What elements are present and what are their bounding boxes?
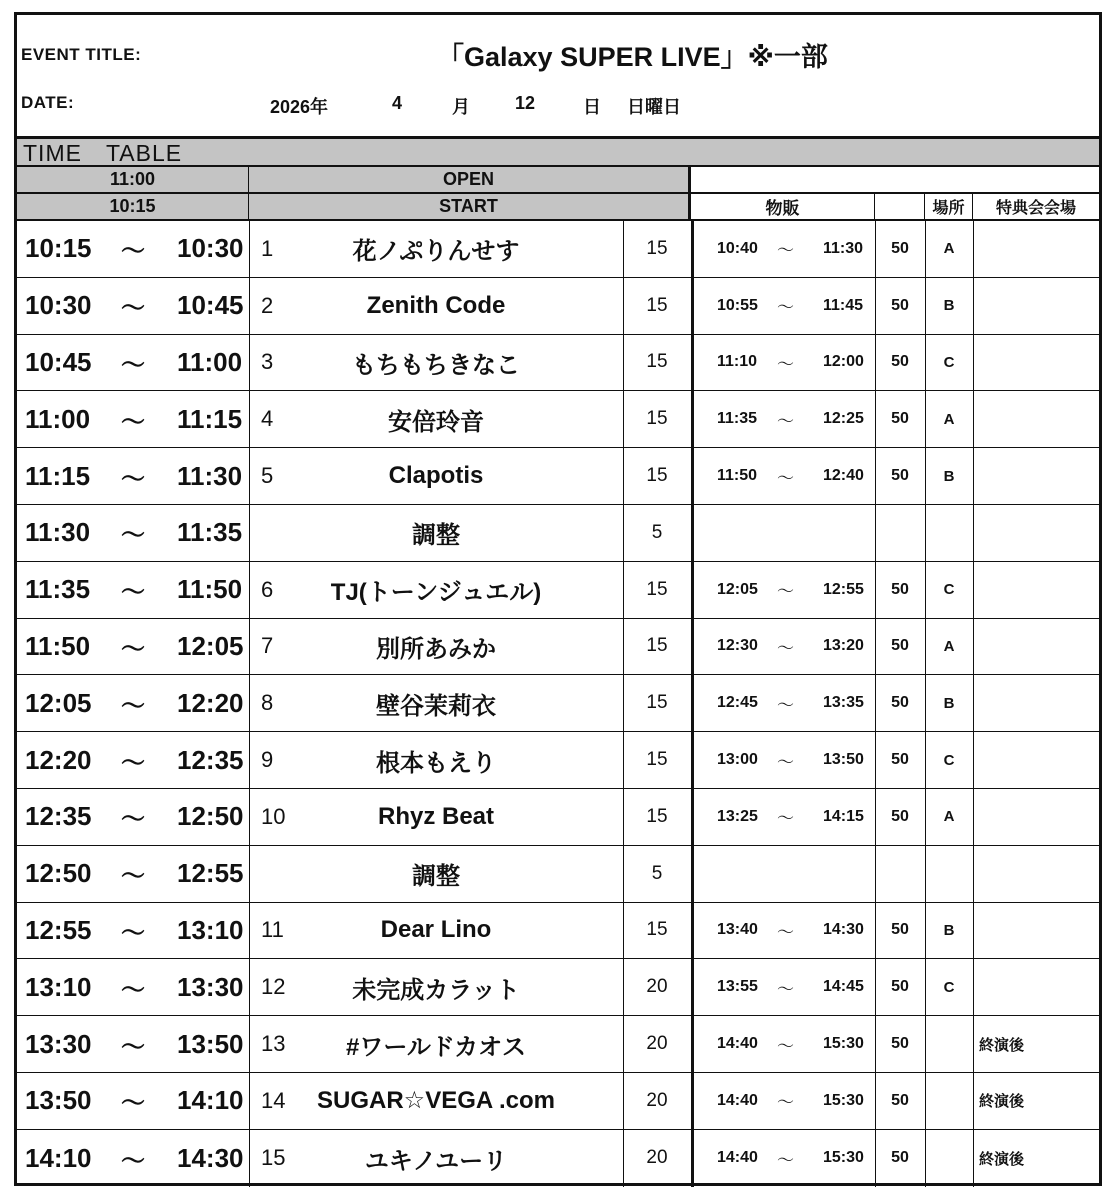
merch-separator: ～: [777, 241, 794, 261]
merch-end-time: 14:15: [823, 807, 864, 825]
merch-end-time: 15:30: [823, 1035, 864, 1053]
slot-end-time: 11:00: [177, 346, 243, 377]
act-name: #ワールドカオス: [346, 1033, 526, 1061]
merch-location: C: [943, 978, 955, 996]
slot-start-time: 12:50: [25, 858, 92, 889]
slot-end-time: 12:35: [177, 744, 244, 775]
slot-separator: ～: [121, 635, 145, 663]
merch-end-time: 15:30: [823, 1149, 864, 1167]
slot-start-time: 11:50: [25, 630, 91, 661]
act-name: SUGAR☆VEGA .com: [317, 1087, 555, 1115]
slot-end-time: 11:30: [177, 460, 243, 491]
merch-location: [925, 505, 973, 561]
slot-duration: 15: [646, 805, 668, 827]
date-month-unit: 月: [452, 97, 470, 117]
merch-end-time: 11:30: [823, 239, 864, 257]
table-row: [17, 789, 1099, 846]
merch-location: A: [943, 637, 955, 655]
merch-location: [925, 1016, 973, 1072]
slot-start-time: 11:00: [25, 403, 91, 434]
slot-duration: 20: [646, 1147, 668, 1169]
slot-duration: 20: [646, 1089, 668, 1111]
merch-start-time: 13:55: [717, 978, 758, 996]
slot-duration: 15: [646, 351, 668, 373]
merch-minutes: 50: [891, 637, 909, 655]
slot-start-time: 12:55: [25, 914, 92, 945]
act-name: 未完成カラット: [352, 976, 520, 1004]
act-name: TJ(トーンジュエル): [330, 579, 542, 607]
slot-duration: 15: [646, 408, 668, 430]
slot-duration: 15: [646, 692, 668, 714]
slot-separator: ～: [121, 806, 145, 834]
merch-end-time: 13:35: [823, 694, 864, 712]
merch-minutes: 50: [891, 1035, 909, 1053]
slot-separator: ～: [121, 1090, 145, 1118]
slot-start-time: 12:20: [25, 744, 92, 775]
merch-separator: ～: [777, 638, 794, 658]
table-row: [17, 619, 1099, 676]
table-row: [17, 278, 1099, 335]
slot-start-time: 10:45: [25, 346, 92, 377]
table-row: [17, 846, 1099, 903]
act-name: 安倍玲音: [388, 408, 484, 436]
slot-duration: 20: [646, 1033, 668, 1055]
merch-end-time: 14:45: [823, 978, 864, 996]
merch-start-time: 10:40: [717, 239, 758, 257]
act-name: Dear Lino: [380, 916, 492, 944]
date-label: DATE:: [21, 93, 75, 112]
act-number: 11: [261, 917, 284, 943]
merch-minutes: 50: [891, 921, 909, 939]
merch-end-time: 11:45: [823, 296, 864, 314]
merch-start-time: 13:40: [717, 921, 758, 939]
slot-end-time: 14:10: [177, 1085, 244, 1116]
slot-separator: ～: [121, 579, 145, 607]
slot-separator: ～: [121, 749, 145, 777]
merch-end-time: 14:30: [823, 921, 864, 939]
merch-end-time: 12:00: [823, 353, 864, 371]
merch-location: [925, 1130, 973, 1187]
act-number: 1: [261, 235, 274, 261]
act-name: ユキノユーリ: [364, 1147, 508, 1175]
merch-location: C: [943, 751, 955, 769]
slot-duration: 15: [646, 465, 668, 487]
merch-start-time: 14:40: [717, 1149, 758, 1167]
act-number: 13: [261, 1031, 286, 1057]
merch-separator: ～: [777, 752, 794, 772]
slot-end-time: 11:35: [177, 517, 243, 548]
merch-minutes: 50: [891, 353, 909, 371]
act-number: 4: [261, 406, 274, 432]
merch-start-time: 11:50: [717, 467, 758, 485]
merch-minutes: 50: [891, 580, 909, 598]
merch-minutes: 50: [891, 1091, 909, 1109]
merch-minutes: 50: [891, 751, 909, 769]
merch-location: [925, 1073, 973, 1129]
event-title: 「Galaxy SUPER LIVE」※一部: [437, 42, 828, 72]
slot-end-time: 13:50: [177, 1028, 244, 1059]
act-name: Rhyz Beat: [377, 802, 495, 830]
act-name: 調整: [412, 522, 460, 550]
slot-duration: 5: [651, 862, 663, 884]
act-name: 壁谷茉莉衣: [376, 692, 496, 720]
merch-minutes: 50: [891, 807, 909, 825]
merch-separator: ～: [777, 582, 794, 602]
timetable-label: TIME TABLE: [17, 139, 1099, 167]
merch-start-time: 12:30: [717, 637, 758, 655]
table-row: [17, 675, 1099, 732]
open-time: 11:00: [17, 167, 249, 192]
merch-location: B: [943, 694, 955, 712]
table-row: [17, 562, 1099, 619]
slot-end-time: 13:10: [177, 914, 244, 945]
merch-start-time: 11:35: [717, 410, 758, 428]
timetable-rows: [17, 221, 1099, 1183]
merch-location: C: [943, 353, 955, 371]
merch-location: A: [943, 240, 955, 258]
merch-location: B: [943, 921, 955, 939]
slot-duration: 15: [646, 237, 668, 259]
act-number: 7: [261, 633, 274, 659]
act-name: Clapotis: [388, 462, 484, 490]
merch-separator: ～: [777, 354, 794, 374]
act-number: 2: [261, 292, 274, 318]
slot-start-time: 13:10: [25, 971, 92, 1002]
merch-minutes: 50: [891, 1149, 909, 1167]
merch-minutes-header: [875, 194, 925, 219]
benefit-venue-note: 終演後: [979, 1093, 1025, 1111]
act-number: 14: [261, 1087, 286, 1113]
act-number: 3: [261, 349, 274, 375]
slot-separator: ～: [121, 1147, 145, 1175]
open-label: OPEN: [249, 167, 691, 192]
act-number: 9: [261, 747, 274, 773]
table-row: [17, 1073, 1099, 1130]
merch-separator: ～: [777, 468, 794, 488]
table-row: [17, 221, 1099, 278]
merch-end-time: 12:40: [823, 467, 864, 485]
act-number: 15: [261, 1145, 286, 1171]
merch-start-time: 13:00: [717, 751, 758, 769]
merch-minutes: 50: [891, 467, 909, 485]
table-row: [17, 959, 1099, 1016]
merch-separator: ～: [777, 695, 794, 715]
act-name: 根本もえり: [376, 749, 496, 777]
slot-duration: 15: [646, 635, 668, 657]
timetable-sheet: [14, 12, 1102, 1186]
benefit-venue-note: 終演後: [979, 1036, 1025, 1054]
slot-separator: ～: [121, 238, 145, 266]
merch-separator: ～: [777, 298, 794, 318]
slot-end-time: 10:45: [177, 290, 244, 321]
merch-minutes: 50: [891, 978, 909, 996]
merch-start-time: 14:40: [717, 1091, 758, 1109]
merch-start-time: 12:45: [717, 694, 758, 712]
merch-location: A: [943, 410, 955, 428]
slot-separator: ～: [121, 692, 145, 720]
location-header: 場所: [925, 194, 973, 219]
slot-duration: 15: [646, 749, 668, 771]
slot-duration: 5: [651, 521, 663, 543]
merch-minutes: [875, 846, 925, 902]
merch-header: 物販: [691, 194, 875, 219]
slot-end-time: 12:20: [177, 687, 244, 718]
event-header: [17, 15, 1099, 139]
merch-minutes: 50: [891, 296, 909, 314]
merch-minutes: [875, 505, 925, 561]
act-name: 調整: [412, 863, 460, 891]
event-title-label: EVENT TITLE:: [21, 45, 142, 64]
merch-separator: ～: [777, 411, 794, 431]
merch-start-time: 12:05: [717, 580, 758, 598]
slot-start-time: 10:30: [25, 290, 92, 321]
merch-separator: ～: [777, 922, 794, 942]
act-name: Zenith Code: [366, 291, 506, 319]
open-row: [17, 167, 1099, 194]
table-row: [17, 448, 1099, 505]
slot-start-time: 14:10: [25, 1142, 92, 1173]
act-name: 花ノぷりんせす: [352, 238, 520, 266]
merch-start-time: 10:55: [717, 296, 758, 314]
slot-duration: 15: [646, 578, 668, 600]
slot-start-time: 11:35: [25, 574, 91, 605]
table-row: [17, 732, 1099, 789]
act-number: 10: [261, 803, 286, 829]
slot-separator: ～: [121, 522, 145, 550]
table-row: [17, 505, 1099, 562]
merch-start-time: 14:40: [717, 1035, 758, 1053]
slot-start-time: 12:35: [25, 801, 92, 832]
merch-end-time: 12:55: [823, 580, 864, 598]
date-year: 2026年: [270, 97, 329, 117]
slot-start-time: 11:30: [25, 517, 91, 548]
slot-separator: ～: [121, 351, 145, 379]
slot-start-time: 11:15: [25, 460, 91, 491]
merch-minutes: 50: [891, 410, 909, 428]
slot-separator: ～: [121, 976, 145, 1004]
slot-end-time: 12:55: [177, 858, 244, 889]
table-row: [17, 1130, 1099, 1187]
merch-location: B: [943, 297, 955, 315]
slot-end-time: 12:50: [177, 801, 244, 832]
slot-start-time: 13:50: [25, 1085, 92, 1116]
merch-location: [925, 846, 973, 902]
merch-separator: ～: [777, 1093, 794, 1113]
slot-separator: ～: [121, 1033, 145, 1061]
slot-separator: ～: [121, 408, 145, 436]
act-number: 8: [261, 690, 274, 716]
slot-end-time: 12:05: [177, 630, 244, 661]
slot-end-time: 14:30: [177, 1142, 244, 1173]
slot-end-time: 13:30: [177, 971, 244, 1002]
slot-end-time: 11:15: [177, 403, 243, 434]
merch-end-time: 13:20: [823, 637, 864, 655]
start-time: 10:15: [17, 194, 249, 219]
slot-separator: ～: [121, 465, 145, 493]
date-day-unit: 日: [583, 97, 601, 117]
merch-start-time: 13:25: [717, 807, 758, 825]
slot-separator: ～: [121, 919, 145, 947]
table-row: [17, 903, 1099, 960]
merch-end-time: 13:50: [823, 751, 864, 769]
slot-duration: 20: [646, 976, 668, 998]
slot-start-time: 10:15: [25, 233, 92, 264]
act-number: 6: [261, 576, 274, 602]
act-number: 12: [261, 974, 286, 1000]
table-row: [17, 391, 1099, 448]
slot-start-time: 13:30: [25, 1028, 92, 1059]
date-weekday: 日曜日: [627, 97, 681, 117]
start-label: START: [249, 194, 691, 219]
merch-location: C: [943, 581, 955, 599]
merch-location: A: [943, 808, 955, 826]
slot-duration: 15: [646, 294, 668, 316]
slot-end-time: 11:50: [177, 574, 243, 605]
merch-start-time: 11:10: [717, 353, 758, 371]
slot-separator: ～: [121, 863, 145, 891]
table-row: [17, 1016, 1099, 1073]
benefit-venue-header: 特典会会場: [995, 200, 1076, 217]
merch-location: B: [943, 467, 955, 485]
act-name: 別所あみか: [376, 635, 496, 663]
date-month: 4: [392, 93, 403, 113]
table-row: [17, 335, 1099, 392]
merch-separator: ～: [777, 979, 794, 999]
merch-separator: ～: [777, 809, 794, 829]
start-row: [17, 194, 1099, 221]
act-name: もちもちきなこ: [352, 351, 520, 379]
merch-minutes: 50: [891, 239, 909, 257]
slot-start-time: 12:05: [25, 687, 92, 718]
slot-duration: 15: [646, 919, 668, 941]
merch-separator: ～: [777, 1036, 794, 1056]
merch-end-time: 12:25: [823, 410, 864, 428]
benefit-venue-note: 終演後: [979, 1150, 1025, 1168]
date-day: 12: [515, 93, 536, 113]
slot-end-time: 10:30: [177, 233, 244, 264]
merch-separator: ～: [777, 1150, 794, 1170]
merch-minutes: 50: [891, 694, 909, 712]
act-number: 5: [261, 463, 274, 489]
merch-end-time: 15:30: [823, 1091, 864, 1109]
slot-separator: ～: [121, 295, 145, 323]
